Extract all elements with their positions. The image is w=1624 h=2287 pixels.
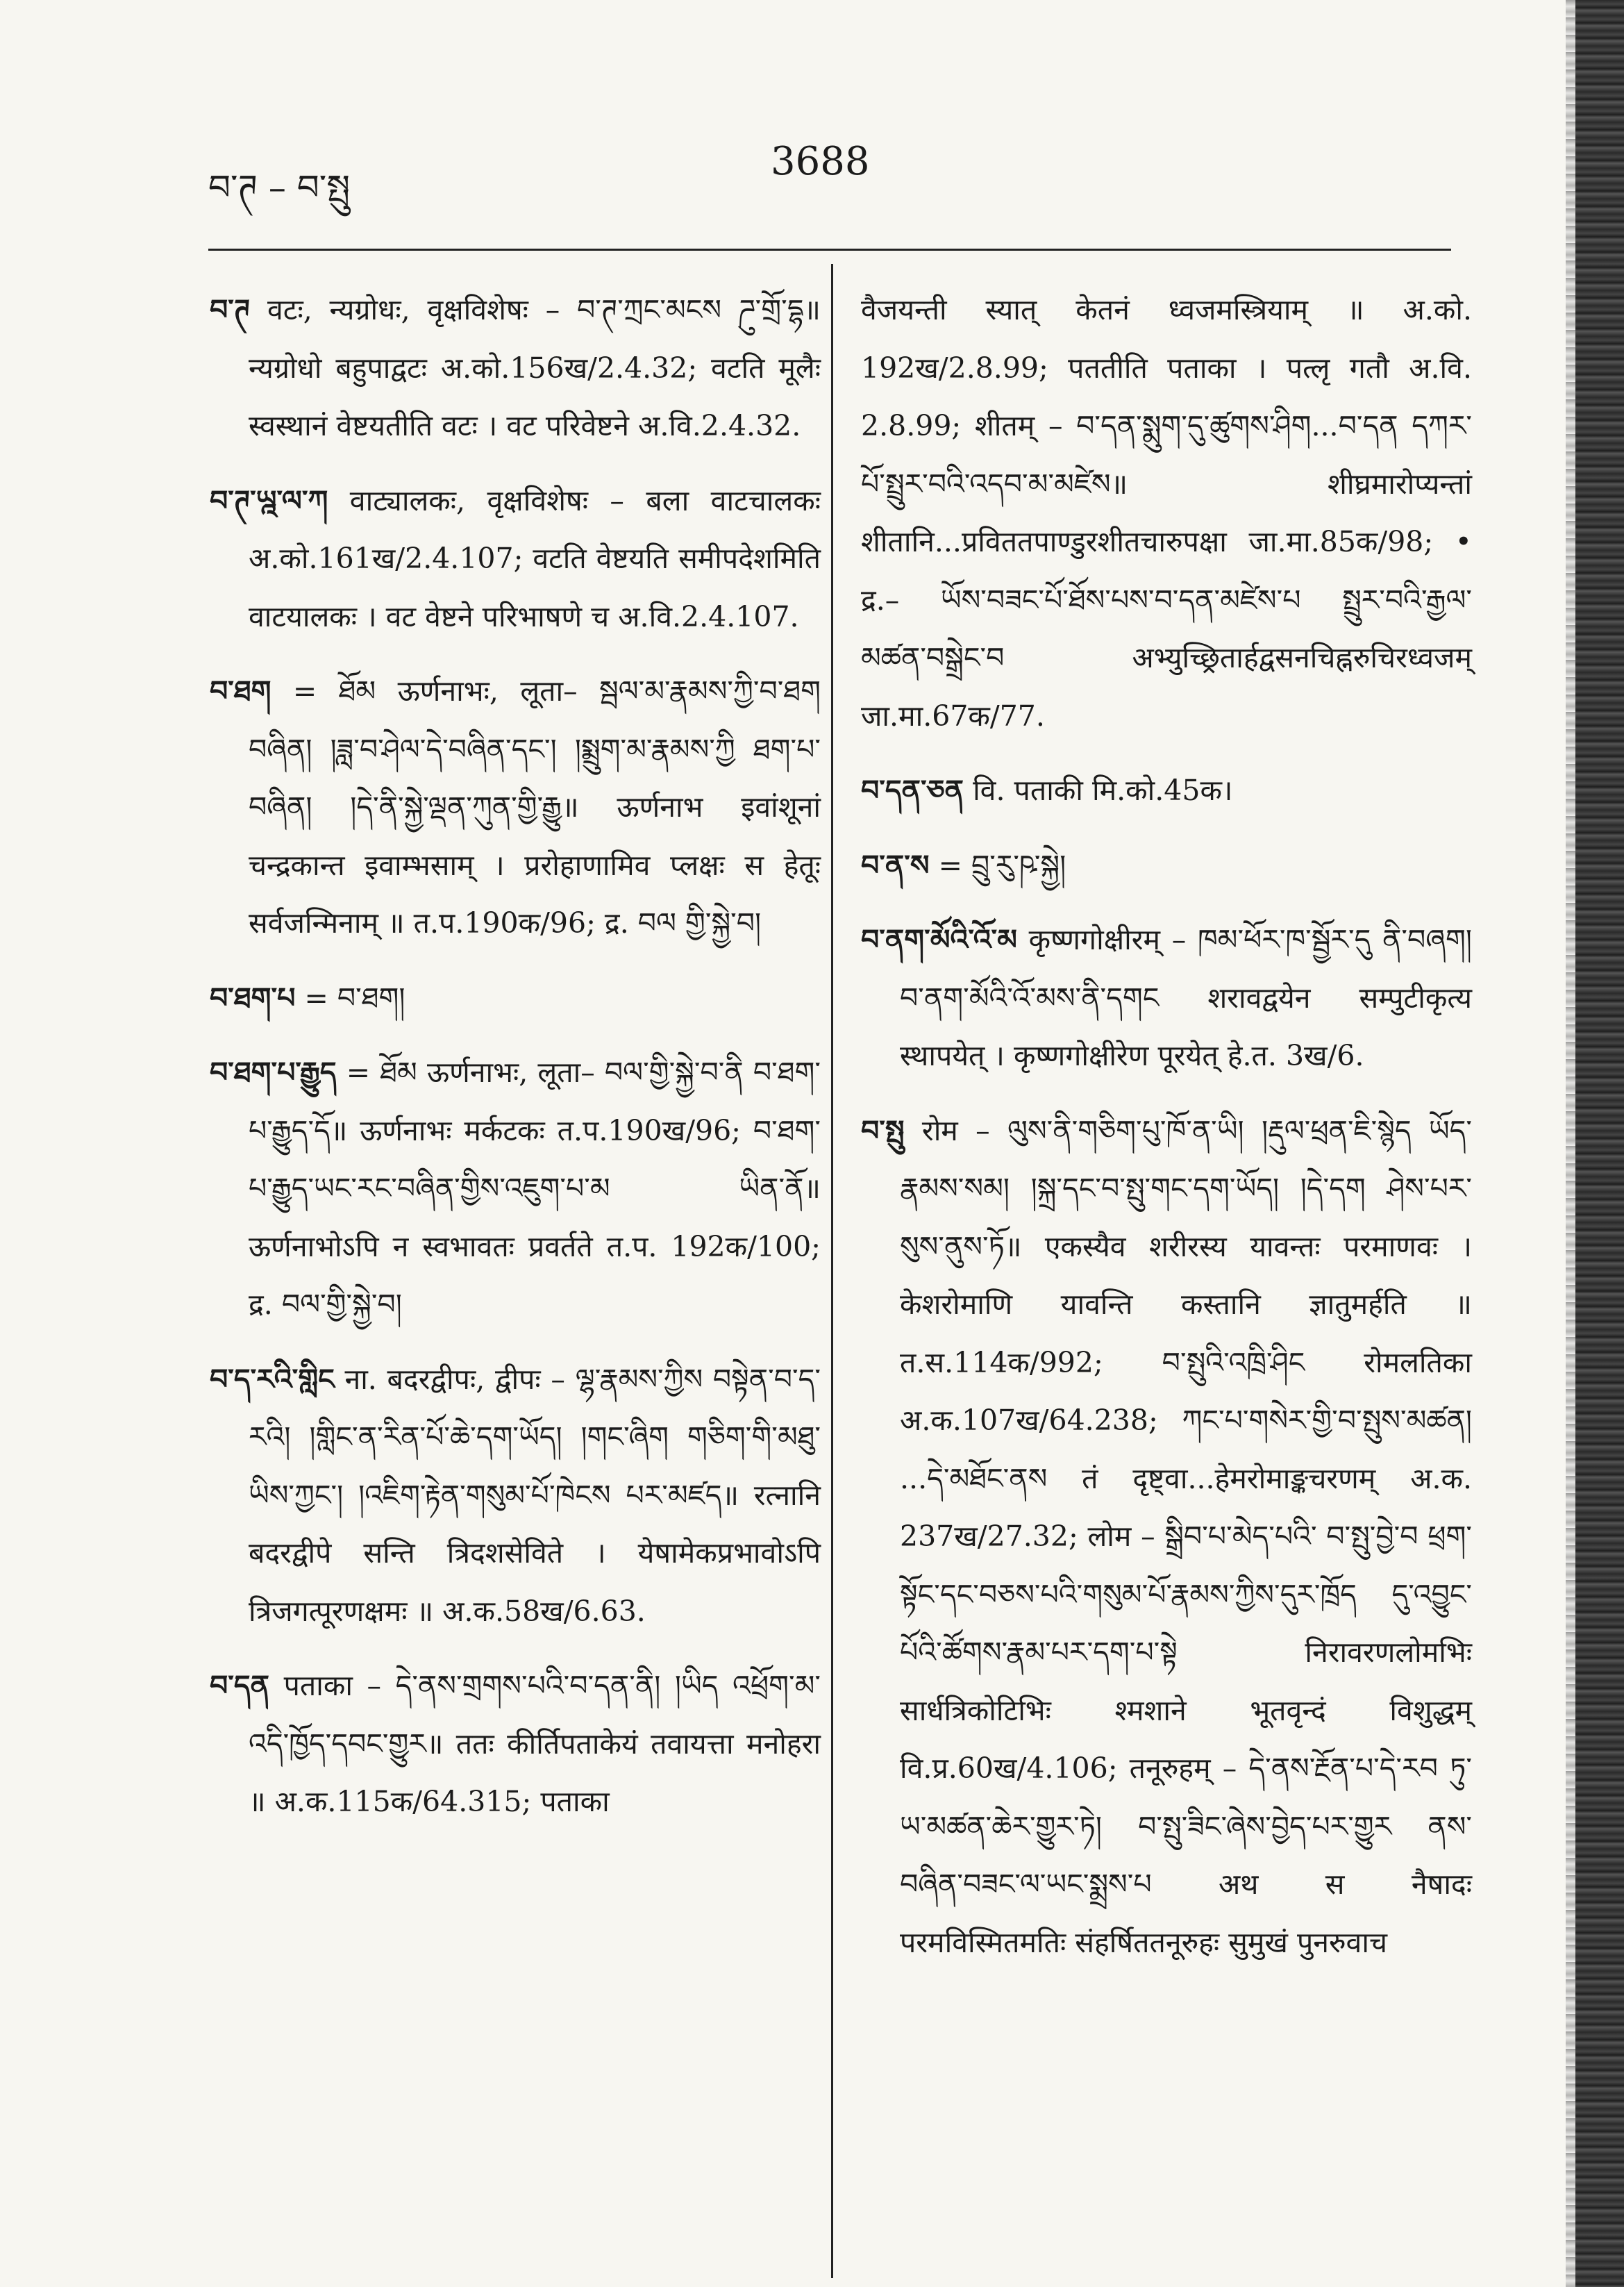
header-rule <box>208 249 1451 251</box>
page-number: 3688 <box>771 139 870 184</box>
entry-headword: བ་ཊ <box>210 293 251 326</box>
dictionary-entry <box>210 1657 821 1831</box>
entry-text: = བ་ཐག། <box>304 981 405 1015</box>
dictionary-entry <box>861 762 1472 820</box>
running-head: བ་ཊ – བ་སྤུ <box>208 167 351 208</box>
entry-text: = ཐོམ ऊर्णनाभः, लूता– སྦལ་མ་རྣམས་ཀྱི་བ་ཐག བཞིན། །ཟླ་བ་ཤེལ་དེ་བཞིན་དང་། །སྨྲུག་མ་རྣམས་ཀྱི ཐག་པ་བཞིན། །དེ་ནི་སྐྱེ་ལྡན་ཀུན་གྱི་རྒྱུ॥ ऊर्णनाभ इवांशूनां चन्द्रकान्त इवाम्भसाम् । प्ररोहाणामिव प्लक्षः स हेतूः सर्वजन्मिनाम् ॥ त.प.190क/96; द्र. བལ གྱི་སྐྱེ་བ། <box>249 674 821 940</box>
entry-headword: བ་ད་རའི་གླིང <box>210 1362 335 1396</box>
dictionary-entry <box>210 663 821 953</box>
entry-text: = ཐོམ ऊर्णनाभः, लूता– བལ་གྱི་སྐྱེ་བ་ནི བ་ཐག་པ་རྒྱུད་དོ॥ ऊर्णनाभः मर्कटकः त.प.190ख/96; བ་ཐག་པ་རྒྱུད་ཡང་རང་བཞིན་གྱིས་འཇུག་པ་མ ཡིན་ནོ॥ ऊर्णनाभोऽपि न स्वभावतः प्रवर्तते त.प. 192क/100; द्र. བལ་གྱི་སྐྱེ་བ། <box>249 1056 821 1321</box>
entry-text: वैजयन्ती स्यात् केतनं ध्वजमस्त्रियाम् ॥ अ.को. 192ख/2.8.99; पततीति पताका । पत्लृ गतौ अ.वि. 2.8.99; शीतम् – བ་དན་སྨུག་དུ་ཚུགས་ཤིག...བ་དན དཀར་པོ་སྤྲུར་བའི་འདབ་མ་མཛེས॥ शीघ्रमारोप्यन्तां शीतानि...प्रविततपाण्डुरशीतचारुपक्षा जा.मा.85क/98; • द्र.– ཡོས་བཟང་པོ་ཐོས་པས་བ་དན་མཛེས་པ སྤྲུར་བའི་རྒྱལ་མཚན་བསྒྲེང་བ अभ्युच्छ्रितार्हद्वसनचिह्नरुचिरध्वजम् जा.मा.67क/77. <box>861 293 1472 733</box>
entry-text: पताका – དེ་ནས་གྲགས་པའི་བ་དན་ནི། །ཡིད འཕྲོག་མ་འདི་ཁྱོད་དབང་གྱུར॥ ततः कीर्तिपताकेयं तवायत्ता मनोहरा ॥ अ.क.115क/64.315; पताका <box>249 1669 821 1818</box>
dictionary-entry <box>861 911 1472 1086</box>
entry-headword: བ་སྤུ <box>861 1113 905 1147</box>
entry-headword: བ་དན་ཅན <box>861 774 964 807</box>
entry-text: = བྲུ་རུ་ཥ་སྐྱེ། <box>938 848 1066 882</box>
entry-headword: བ་ཐག <box>210 674 271 708</box>
right-column <box>861 281 1472 1988</box>
dictionary-entry <box>210 970 821 1028</box>
entry-headword: བ་ན་ས <box>861 848 930 882</box>
left-column <box>210 281 821 1848</box>
dictionary-entry <box>210 281 821 456</box>
entry-text: वि. पताकी मि.को.45क। <box>973 774 1233 807</box>
column-divider <box>831 264 833 2278</box>
entry-headword: བ་ཐག་པ་རྒྱུད <box>210 1056 337 1089</box>
dictionary-entry <box>861 1102 1472 1972</box>
dictionary-entry <box>210 1044 821 1334</box>
entry-text: रोम – ལུས་ནི་གཅིག་པུ་ཁོ་ན་ཡི། །རྡུལ་ཕྲན་ཇི་སྙེད ཡོད་རྣམས་སམ། །སྐྲ་དང་བ་སྤུ་གང་དག་ཡོད། །དེ་དག ཤེས་པར་སུས་ནུས་ཏོ॥ एकस्यैव शरीरस्य यावन्तः परमाणवः । केशरोमाणि यावन्ति कस्तानि ज्ञातुमर्हति ॥ त.स.114क/992; བ་སྤུའི་འཁྲི་ཤིང रोमलतिका अ.क.107ख/64.238; ཀང་པ་གསེར་གྱི་བ་སྤུས་མཚན། ...དེ་མཐོང་ནས तं दृष्ट्वा...हेमरोमाङ्कचरणम् अ.क. 237ख/27.32; लोम – སྒྲིབ་པ་མེད་པའི་ བ་སྤུ་བྱེ་བ ཕྲག་སྟོང་དང་བཅས་པའི་གསུམ་པོ་རྣམས་ཀྱིས་དུར་ཁྲོད དུ་འབྱུང་པོའི་ཚོགས་རྣམ་པར་དག་པ་སྟེ निरावरणलोमभिः सार्धत्रिकोटिभिः श्मशाने भूतवृन्दं विशुद्धम् वि.प्र.60ख/4.106; तनूरुहम् – དེ་ནས་རྔོན་པ་དེ་རབ ཏུ་ཡ་མཚན་ཆེར་གྱུར་ཏེ། བ་སྤུ་ཟིང་ཞེས་བྱེད་པར་གྱུར ནས་བཞིན་བཟང་ལ་ཡང་སྨྲས་པ अथ स नैषादः परमविस्मितमतिः संहर्षिततनूरुहः सुमुखं पुनरुवाच <box>900 1113 1472 1959</box>
entry-text: वटः, न्यग्रोधः, वृक्षविशेषः – བ་ཊ་ཀྲང་མངས ཌུ་གྲོ་དྷ॥ न्यग्रोधो बहुपाद्वटः अ.को.156ख/2.4.32; वटति मूलैः स्वस्थानं वेष्टयतीति वटः । वट परिवेष्टने अ.वि.2.4.32. <box>249 293 821 442</box>
entry-headword: བ་ཊ་ཡྰ་ལ་ཀ <box>210 483 328 517</box>
entry-headword: བ་ཐག་པ <box>210 981 296 1015</box>
scan-edge-shadow <box>1575 0 1624 2287</box>
dictionary-entry-continued <box>861 281 1472 745</box>
entry-text: कृष्णगोक्षीरम् – ཁམ་ཕོར་ཁ་སྦྱོར་དུ ནི་བཞག། བ་ནག་མོའི་འོ་མས་ནི་དགང शरावद्वयेन सम्पुटीकृत्य स्थापयेत् । कृष्णगोक्षीरेण पूरयेत् हे.त. 3ख/6. <box>900 923 1472 1072</box>
entry-headword: བ་ནག་མོའི་འོ་མ <box>861 923 1017 956</box>
entry-text: वाट्यालकः, वृक्षविशेषः – बला वाटचालकः अ.को.161ख/2.4.107; वटति वेष्टयति समीपदेशमिति वाटयालकः । वट वेष्टने परिभाषणे च अ.वि.2.4.107. <box>249 483 821 633</box>
dictionary-entry <box>210 1351 821 1641</box>
dictionary-entry <box>210 472 821 647</box>
entry-headword: བ་དན <box>210 1669 269 1702</box>
dictionary-entry <box>861 837 1472 895</box>
entry-text: ना. बदरद्वीपः, द्वीपः – ལྷ་རྣམས་ཀྱིས བསྟེན་བ་ད་རའི། །གླིང་ན་རིན་པོ་ཆེ་དག་ཡོད། །གང་ཞིག གཅིག་གི་མཐུ་ཡིས་ཀྱང་། །འཇིག་རྟེན་གསུམ་པོ་ཁེངས པར་མཛད॥ रत्नानि बदरद्वीपे सन्ति त्रिदशसेविते । येषामेकप्रभावोऽपि त्रिजगत्पूरणक्षमः ॥ अ.क.58ख/6.63. <box>249 1362 821 1628</box>
